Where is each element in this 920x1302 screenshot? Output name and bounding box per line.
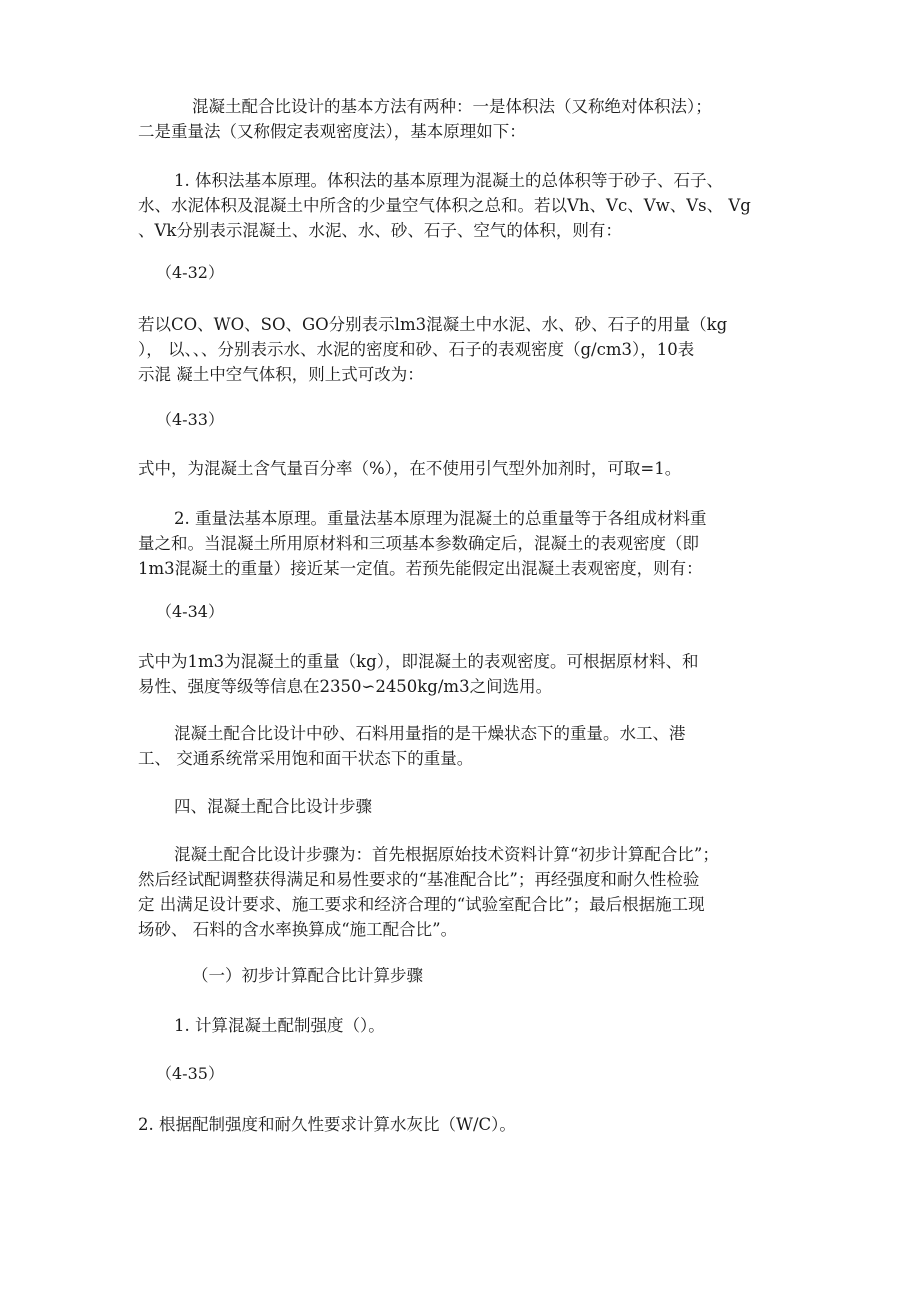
text-line: 、Vk分别表示混凝土、水泥、水、砂、石子、空气的体积，则有： <box>138 221 622 240</box>
equation-label: （4-33） <box>156 410 224 429</box>
text-line: 场砂、 石料的含水率换算成“施工配合比”。 <box>138 920 458 939</box>
paragraph-weight-method <box>138 506 788 581</box>
text-line: 量之和。当混凝土所用原材料和三项基本参数确定后，混凝土的表观密度（即 <box>138 534 699 553</box>
text-line: 1. 体积法基本原理。体积法的基本原理为混凝土的总体积等于砂子、石子、 <box>174 171 723 190</box>
text-line: 定 出满足设计要求、施工要求和经济合理的“试验室配合比”；最后根据施工现 <box>138 895 705 914</box>
text-line: ）， 以、、、分别表示水、水泥的密度和砂、石子的表观密度（g/cm3），10表 <box>138 340 695 359</box>
text-line: 2. 根据配制强度和耐久性要求计算水灰比（W/C）。 <box>138 1115 516 1134</box>
subsection-heading-1 <box>138 963 788 988</box>
text-line: 2. 重量法基本原理。重量法基本原理为混凝土的总重量等于各组成材料重 <box>174 509 707 528</box>
text-line: 1. 计算混凝土配制强度（）。 <box>174 1016 385 1035</box>
text-line: 1m3混凝土的重量）接近某一定值。若预先能假定出混凝土表观密度，则有： <box>138 559 703 578</box>
equation-number-4-34 <box>156 601 224 623</box>
text-line: 示混 凝土中空气体积，则上式可改为： <box>138 365 424 384</box>
equation-number-4-32 <box>156 262 224 284</box>
equation-label: （4-32） <box>156 263 224 282</box>
paragraph-density-note <box>138 649 788 699</box>
section-title: 四、混凝土配合比设计步骤 <box>174 797 372 816</box>
text-line: 混凝土配合比设计中砂、石料用量指的是干燥状态下的重量。水工、港 <box>174 724 686 743</box>
text-line: 易性、强度等级等信息在2350∽2450kg/m3之间选用。 <box>138 677 553 696</box>
paragraph-air-content <box>138 456 788 481</box>
equation-label: （4-35） <box>156 1064 224 1083</box>
text-line: 混凝土配合比设计的基本方法有两种：一是体积法（又称绝对体积法）； <box>192 97 712 116</box>
paragraph-volume-method <box>138 168 788 243</box>
text-line: 式中为1m3为混凝土的重量（kg），即混凝土的表观密度。可根据原材料、和 <box>138 652 699 671</box>
paragraph-steps-overview <box>138 842 788 942</box>
paragraph-dry-state <box>138 721 788 771</box>
text-line: 二是重量法（又称假定表观密度法），基本原理如下： <box>138 122 526 141</box>
paragraph-intro <box>138 94 788 144</box>
equation-number-4-33 <box>156 409 224 431</box>
step-2 <box>138 1112 788 1137</box>
equation-label: （4-34） <box>156 602 224 621</box>
text-line: 然后经试配调整获得满足和易性要求的“基准配合比”；再经强度和耐久性检验 <box>138 870 700 889</box>
text-line: 工、 交通系统常采用饱和面干状态下的重量。 <box>138 749 474 768</box>
text-line: 若以CO、WO、SO、GO分别表示lm3混凝土中水泥、水、砂、石子的用量（kg <box>138 315 728 334</box>
text-line: 水、水泥体积及混凝土中所含的少量空气体积之总和。若以Vh、Vc、Vw、Vs、 Vg <box>138 196 751 215</box>
text-line: 混凝土配合比设计步骤为：首先根据原始技术资料计算“初步计算配合比”； <box>174 845 719 864</box>
section-heading-4 <box>138 794 788 819</box>
paragraph-mass-symbols <box>138 312 788 387</box>
equation-number-4-35 <box>156 1063 224 1085</box>
subsection-title: （一）初步计算配合比计算步骤 <box>192 966 423 985</box>
step-1 <box>138 1013 788 1038</box>
text-line: 式中，为混凝土含气量百分率（%），在不使用引气型外加剂时，可取=1。 <box>138 459 682 478</box>
